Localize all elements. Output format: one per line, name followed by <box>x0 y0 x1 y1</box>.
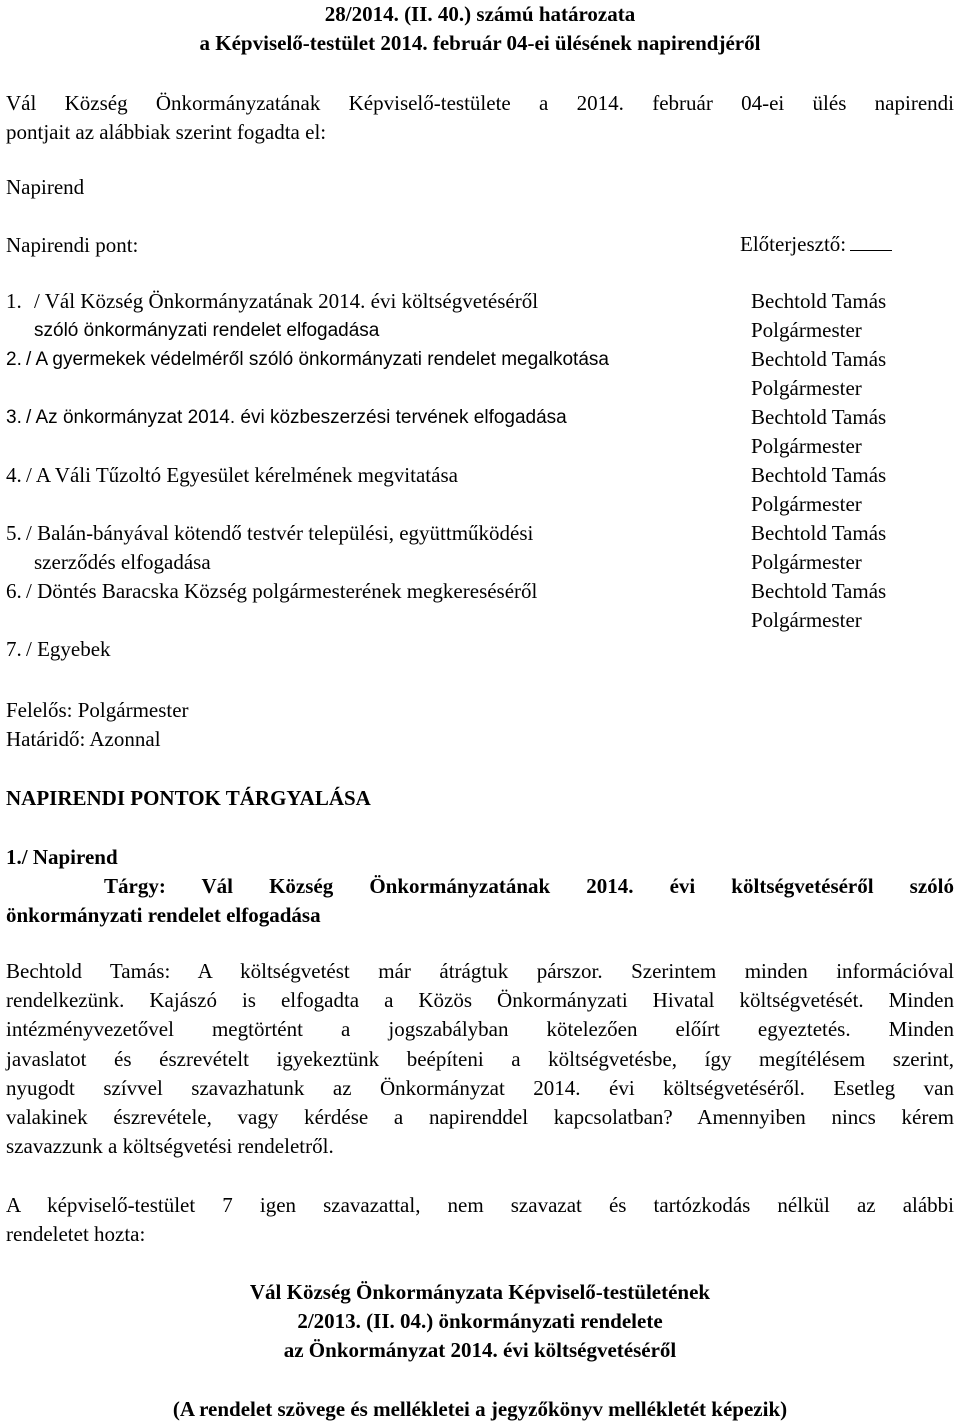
agenda-item-number: 3. <box>6 407 22 428</box>
agenda-item-number: 5. <box>6 521 22 545</box>
agenda-item-role: Polgármester <box>751 492 862 516</box>
agenda-item-title: / Vál Község Önkormányzatának 2014. évi költségvetéséről <box>34 289 539 313</box>
vote-paragraph <box>6 1191 954 1249</box>
speech-paragraph <box>6 957 954 1161</box>
agenda-item-title: / A gyermekek védelméről szóló önkormányzati rendelet megalkotása <box>26 349 609 370</box>
decree-note: (A rendelet szövege és mellékletei a jegyzőkönyv mellékletét képezik) <box>172 1397 788 1421</box>
presenter-blank-line <box>850 232 892 251</box>
agenda-item-title: / A Váli Tűzoltó Egyesület kérelmének megvitatása <box>26 463 458 487</box>
decree-subject: az Önkormányzat 2014. évi költségvetéséről <box>283 1338 677 1362</box>
agenda-item-number: 2. <box>6 349 22 370</box>
agenda-item-title: / Balán-bányával kötendő testvér települési, együttműködési <box>26 521 534 545</box>
item1-subject-line: Tárgy: Vál Község Önkormányzatának 2014. évi költségvetéséről szóló <box>104 874 954 898</box>
agenda-item-role: Polgármester <box>751 608 862 632</box>
agenda-item-number: 7. <box>6 637 22 661</box>
vote-line: A képviselő-testület 7 igen szavazattal, nem szavazat és tartózkodás nélkül az alábbi <box>6 1193 954 1217</box>
agenda-item-role: Polgármester <box>751 550 862 574</box>
decree-number: 2/2013. (II. 04.) önkormányzati rendelete <box>297 1309 663 1333</box>
speech-line: nyugodt szívvel szavazhatunk az Önkormányzat 2014. évi költségvetéséről. Esetleg van <box>6 1075 954 1100</box>
item1-subject-line: önkormányzati rendelet elfogadása <box>6 903 321 928</box>
speech-line: szavazzunk a költségvetési rendeletről. <box>6 1134 334 1159</box>
responsible-line: Felelős: Polgármester <box>6 698 189 722</box>
vote-line: rendeletet hozta: <box>6 1222 146 1247</box>
agenda-item-presenter: Bechtold Tamás <box>751 463 887 487</box>
item1-heading: 1./ Napirend <box>6 845 118 869</box>
intro-paragraph <box>6 89 954 147</box>
speech-line: intézményvezetővel megtörtént a jogszabályban kötelezően előírt egyeztetés. Minden <box>6 1017 954 1042</box>
agenda-item-title-cont: szerződés elfogadása <box>34 550 211 574</box>
agenda-item-role: Polgármester <box>751 318 862 342</box>
agenda-item-title-cont: szóló önkormányzati rendelet elfogadása <box>34 320 380 341</box>
resolution-subject: a Képviselő-testület 2014. február 04-ei ülésének napirendjéről <box>199 31 761 55</box>
agenda-presenter-label <box>740 230 892 259</box>
discussion-heading: NAPIRENDI PONTOK TÁRGYALÁSA <box>6 786 371 810</box>
agenda-item-title: / Döntés Baracska Község polgármesterének megkereséséről <box>26 579 538 603</box>
agenda-item-presenter: Bechtold Tamás <box>751 289 887 313</box>
speech-line: Bechtold Tamás: A költségvetést már átrágtuk párszor. Szerintem minden információval <box>6 959 954 983</box>
agenda-item-presenter: Bechtold Tamás <box>751 347 887 371</box>
item1-subject <box>6 872 954 930</box>
agenda-item-role: Polgármester <box>751 434 862 458</box>
deadline-line: Határidő: Azonnal <box>6 727 161 751</box>
speech-line: rendelkezünk. Kajászó is elfogadta a Közös Önkormányzati Hivatal költségvetését. Minden <box>6 988 954 1013</box>
agenda-item-number: 4. <box>6 463 22 487</box>
intro-line: pontjait az alábbiak szerint fogadta el: <box>6 120 327 145</box>
agenda-item-presenter: Bechtold Tamás <box>751 521 887 545</box>
speech-line: javaslatot és észrevételt igyekeztünk beépíteni a költségvetésbe, így megítélésem szerint, <box>6 1046 954 1071</box>
agenda-item-title: / Az önkormányzat 2014. évi közbeszerzési tervének elfogadása <box>26 407 567 428</box>
speech-line: valakinek észrevétele, vagy kérdése a napirenddel kapcsolatban? Amennyiben nincs kérem <box>6 1105 954 1130</box>
agenda-item-number: 1. <box>6 289 22 313</box>
agenda-item-number: 6. <box>6 579 22 603</box>
agenda-item-presenter: Bechtold Tamás <box>751 405 887 429</box>
resolution-number: 28/2014. (II. 40.) számú határozata <box>324 2 636 26</box>
intro-line: Vál Község Önkormányzatának Képviselő-testülete a 2014. február 04-ei ülés napirendi <box>6 91 954 115</box>
agenda-item-presenter: Bechtold Tamás <box>751 579 887 603</box>
agenda-point-label: Napirendi pont: <box>6 233 139 257</box>
napirend-heading: Napirend <box>6 175 85 199</box>
agenda-item-title: / Egyebek <box>26 637 111 661</box>
agenda-item-role: Polgármester <box>751 376 862 400</box>
decree-title: Vál Község Önkormányzata Képviselő-testületének <box>249 1280 711 1304</box>
presenter-label-text: Előterjesztő: <box>740 232 847 256</box>
